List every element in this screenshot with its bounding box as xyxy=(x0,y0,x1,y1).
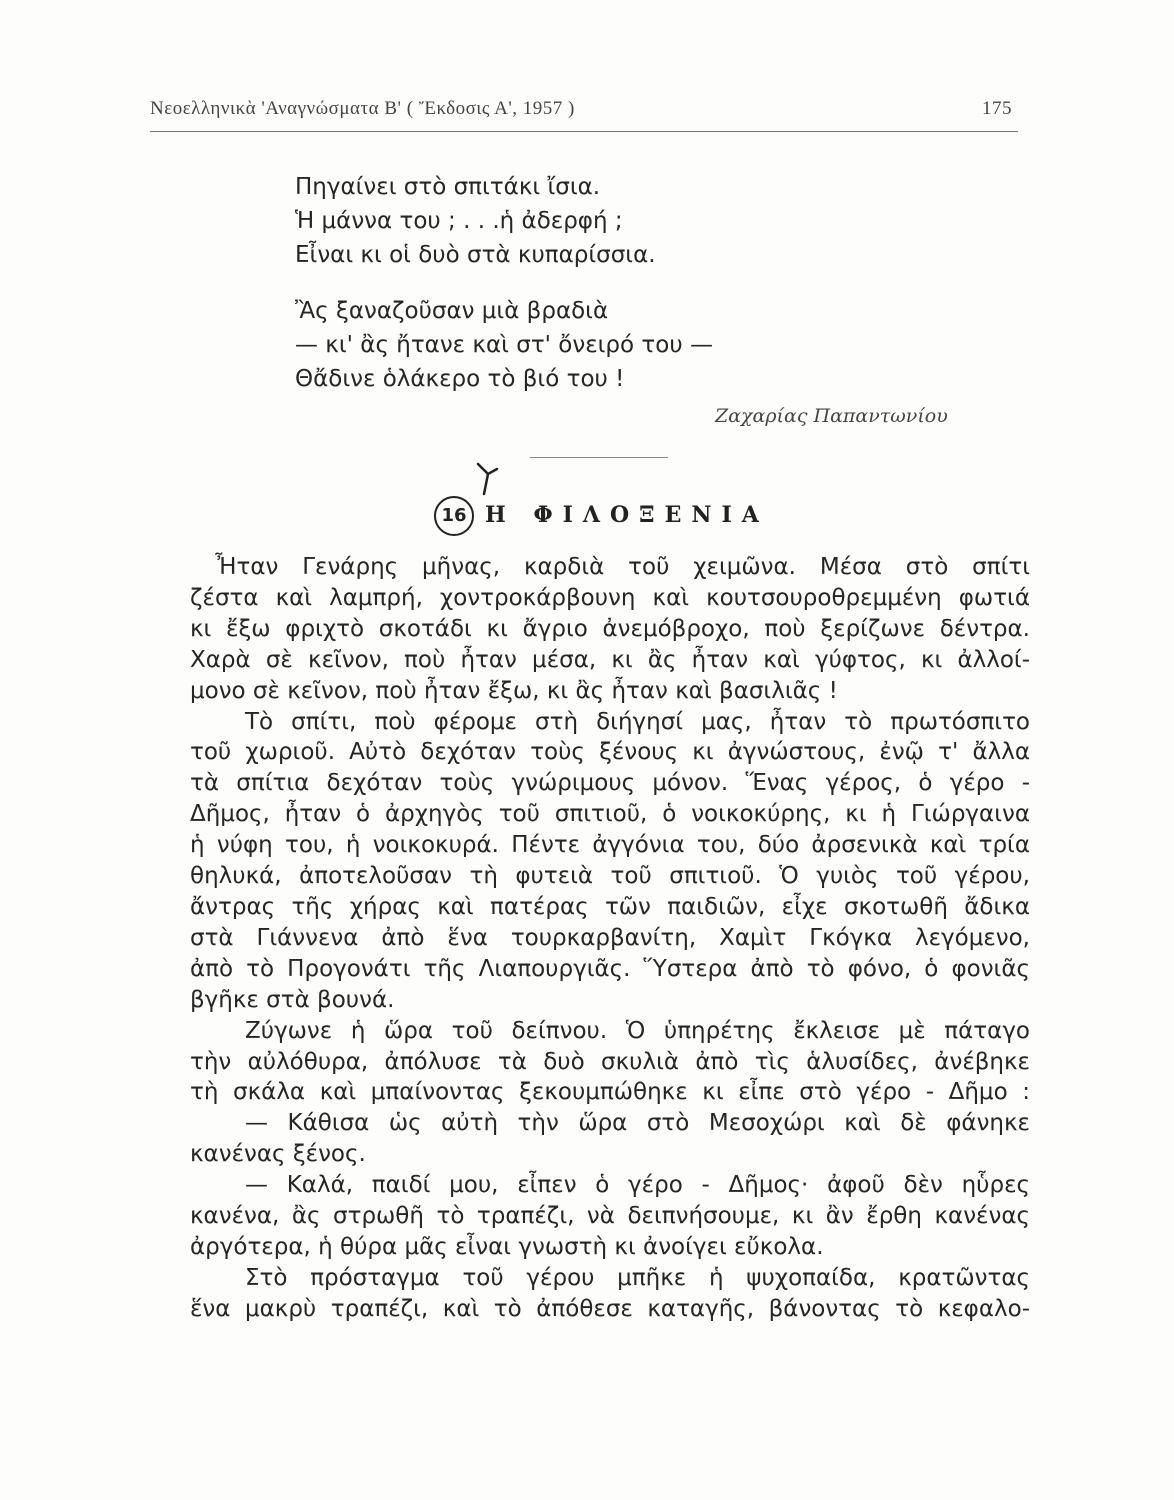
text-line: κανένα, ἂς στρωθῆ τὸ τραπέζι, νὰ δειπνήσουμε, κι ἂν ἔρθη κανένας xyxy=(190,1203,1030,1230)
page-number: 175 xyxy=(982,98,1012,119)
poem-stanza xyxy=(295,170,995,396)
running-head: Νεοελληνικὰ 'Αναγνώσματα Β' ( Ἔκδοσις Α', 1957 ) xyxy=(150,98,575,119)
poem-line: Ἡ μάννα του ; . . .ἡ ἀδερφή ; xyxy=(295,208,623,234)
text-line: Στὸ πρόσταγμα τοῦ γέρου μπῆκε ἡ ψυχοπαίδα, κρατῶντας xyxy=(245,1264,1030,1291)
text-line: Τὸ σπίτι, ποὺ φέρομε στὴ διήγησί μας, ἦταν τὸ πρωτόσπιτο xyxy=(245,708,1030,735)
poem-line: Εἶναι κι οἱ δυὸ στὰ κυπαρίσσια. xyxy=(295,242,656,268)
poem-line: Θἄδινε ὁλάκερο τὸ βιό του ! xyxy=(295,366,625,392)
text-line: Δῆμος, ἦταν ὁ ἀρχηγὸς τοῦ σπιτιοῦ, ὁ νοικοκύρης, κι ἡ Γιώργαινα xyxy=(190,801,1030,828)
text-line: μονο σὲ κεῖνον, ποὺ ἦταν ἔξω, κι ἂς ἦταν καὶ βασιλιᾶς ! xyxy=(190,677,838,704)
text-line: βγῆκε στὰ βουνά. xyxy=(190,986,395,1013)
page-header xyxy=(150,98,1020,128)
text-line: ἕνα μακρὺ τραπέζι, καὶ τὸ ἀπόθεσε καταγῆς, βάνοντας τὸ κεφαλο- xyxy=(190,1295,1030,1322)
text-line: Χαρὰ σὲ κεῖνον, ποὺ ἦταν μέσα, κι ἂς ἦταν καὶ γύφτος, κι ἀλλοί- xyxy=(190,646,1030,673)
text-line: στὰ Γιάννενα ἀπὸ ἕνα τουρκαρβανίτη, Χαμὶτ Γκόγκα λεγόμενο, xyxy=(190,924,1030,951)
text-line: τὴν αὐλόθυρα, ἀπόλυσε τὰ δυὸ σκυλιὰ ἀπὸ τὶς ἁλυσίδες, ἀνέβηκε xyxy=(190,1048,1030,1075)
text-line: — Κάθισα ὡς αὐτὴ τὴν ὥρα στὸ Μεσοχώρι καὶ δὲ φάνηκε xyxy=(245,1110,1030,1137)
section-number-circled: 16 xyxy=(434,496,474,536)
text-line: — Καλά, παιδί μου, εἶπεν ὁ γέρο - Δῆμος· ἀφοῦ δὲν ηὗρες xyxy=(245,1172,1030,1199)
text-line: κανένας ξένος. xyxy=(190,1141,366,1168)
text-line: ἀργότερα, ἡ θύρα μᾶς εἶναι γνωστὴ κι ἀνοίγει εὔκολα. xyxy=(190,1233,824,1260)
body-text xyxy=(190,552,1030,1325)
text-line: τὴ σκάλα καὶ μπαίνοντας ξεκουμπώθηκε κι εἶπε στὸ γέρο - Δῆμο : xyxy=(190,1079,1030,1106)
text-line: θηλυκά, ἀποτελοῦσαν τὴ φυτειὰ τοῦ σπιτιοῦ. Ὁ γυιὸς τοῦ γέρου, xyxy=(190,863,1030,890)
section-separator xyxy=(530,457,668,458)
poem-line: Πηγαίνει στὸ σπιτάκι ἴσια. xyxy=(295,174,601,200)
text-line: τοῦ χωριοῦ. Αὐτὸ δεχόταν τοὺς ξένους κι ἀγνώστους, ἐνῷ τ' ἄλλα xyxy=(190,739,1030,766)
poem-line: Ἂς ξαναζοῦσαν μιὰ βραδιὰ xyxy=(295,298,609,324)
poem-author: Ζαχαρίας Παπαντωνίου xyxy=(715,405,948,427)
poem-line: — κι' ἂς ἤτανε καὶ στ' ὄνειρό του — xyxy=(295,332,713,358)
text-line: ἀπὸ τὸ Προγονάτι τῆς Λιαπουργιᾶς. Ὕστερα ἀπὸ τὸ φόνο, ὁ φονιᾶς xyxy=(190,955,1030,982)
section-title: Η ΦΙΛΟΞΕΝΙΑ xyxy=(485,502,769,528)
text-line: ἄντρας τῆς χήρας καὶ πατέρας τῶν παιδιῶν, εἶχε σκοτωθῆ ἄδικα xyxy=(190,893,1030,920)
text-line: Ζύγωνε ἡ ὥρα τοῦ δείπνου. Ὁ ὑπηρέτης ἔκλεισε μὲ πάταγο xyxy=(245,1017,1030,1044)
handwritten-check-icon xyxy=(475,460,499,496)
text-line: ζέστα καὶ λαμπρή, χοντροκάρβουνη καὶ κουτσουροθρεμμένη φωτιά xyxy=(190,584,1030,611)
text-line: τὰ σπίτια δεχόταν τοὺς γνώριμους μόνον. Ἕνας γέρος, ὁ γέρο - xyxy=(190,770,1030,797)
header-rule xyxy=(150,131,1018,132)
text-line: Ἦταν Γενάρης μῆνας, καρδιὰ τοῦ χειμῶνα. Μέσα στὸ σπίτι xyxy=(215,554,1030,580)
text-line: ἡ νύφη του, ἡ νοικοκυρά. Πέντε ἀγγόνια του, δύο ἀρσενικὰ καὶ τρία xyxy=(190,832,1030,859)
text-line: κι ἔξω φριχτὸ σκοτάδι κι ἄγριο ἀνεμόβροχο, ποὺ ξερίζωνε δέντρα. xyxy=(190,615,1030,642)
